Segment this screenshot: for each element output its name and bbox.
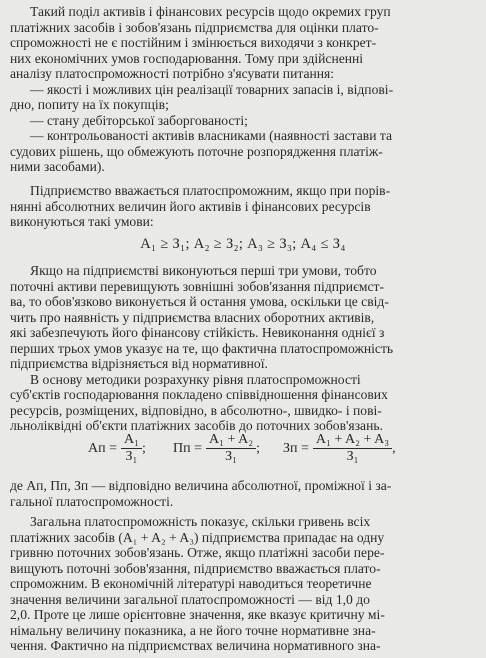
text-line: В основу методики розрахунку рівня платоспроможності [30,371,361,387]
text-line: нянні абсолютних величин його активів і фінансових ресурсів [10,198,371,214]
ratio-denominator: З₁ [346,449,359,464]
text-line: платіжних засобів (A₁ + A₂ + A₃) підприємства припадає на одну [10,529,385,545]
text-line: 2,0. Проте це лише орієнтовне значення, яке вказує критичну мі- [10,607,385,622]
formula-ratios [0,432,486,476]
text-line: ними засобами). [10,159,105,174]
ratio-label: Зп = [283,440,309,456]
paragraph-ratio-definitions [10,478,474,509]
text-line: дно, попиту на їх покупців; [10,97,169,112]
ratio-denominator: З₁ [225,449,237,464]
text-line: ресурсів, розміщених, відповідно, в абсолютно-, швидко- і пові- [10,402,382,418]
text-line: платіжних засобів і зобов'язань підприємства для оцінки плато- [10,19,379,35]
ratio-numerator: A₁ + A₂ + A₃ [313,432,392,449]
paragraph-methodology [10,263,474,434]
text-line: — стану дебіторської заборгованості; [30,112,248,128]
text-line: які забезпечують його фінансову стійкість. Невиконання однієї з [10,325,385,340]
text-line: вищують поточні зобов'язання, підприємство вважається плато- [10,560,381,576]
text-line: де Ап, Пп, Зп — відповідно величина абсолютної, проміжної і за- [10,478,392,493]
text-line: гривню поточних зобов'язань. Отже, якщо платіжні засоби пере- [10,545,385,560]
ratio-numerator: A₁ + A₂ [206,432,256,449]
paragraph-solvency-conditions [10,183,474,230]
ratio-separator: ; [142,440,146,456]
ratio-intermediate [173,432,260,465]
text-line: Такий поділ активів і фінансових ресурсів щодо окремих груп [30,4,391,19]
text-line: ва, то обов'язково виконується й остання умова, оскільки це свід- [10,294,389,309]
ratio-general [283,432,396,465]
ratio-label: Ап = [88,440,117,456]
text-line: судових рішень, що обмежують поточне розпорядження платіж- [10,143,383,159]
text-line: підприємства відрізняється від нормативної. [10,356,268,371]
text-line: виконуються такі умови: [10,214,154,229]
text-line: аналізу платоспроможності потрібно з'ясувати питання: [10,66,335,81]
text-line: льноліквідні об'єкти платіжних засобів до поточних зобов'язань. [10,418,383,433]
ratio-absolute [88,432,146,465]
paragraph-general-solvency [10,514,474,654]
text-line: чить про наявність у підприємства власних оборотних активів, [10,309,375,325]
text-line: поточні активи перевищують зовнішні зобов'язання підприємст- [10,278,385,294]
paragraph-asset-division [10,4,474,175]
text-line: Підприємство вважається платоспроможним, якщо при порів- [30,183,391,198]
formula-conditions: A₁ ≥ З₁; A₂ ≥ З₂; A₃ ≥ З₃; A₄ ≤ З₄ [140,236,346,252]
text-line: гальної платоспроможності. [10,493,174,509]
text-line: чення. Фактично на підприємствах величина нормативного зна- [10,638,381,653]
ratio-label: Пп = [173,440,202,456]
text-line: спроможності не є постійним і змінюється виходячи з конкрет- [10,35,377,50]
text-line: суб'єктів господарювання покладено співвідношення фінансових [10,387,388,402]
text-line: Якщо на підприємстві виконуються перші три умови, тобто [30,263,377,278]
text-line: Загальна платоспроможність показує, скільки гривень всіх [30,514,371,529]
text-line: — якості і можливих цін реалізації товарних запасів і, відпові- [30,81,394,97]
ratio-separator: , [392,440,396,456]
ratio-separator: ; [256,440,260,456]
ratio-denominator: З₁ [125,449,138,464]
text-line: — контрольованості активів власниками (наявності застави та [30,128,393,143]
text-line: спроможним. В економічній літературі наводиться теоретичне [10,576,372,591]
text-line: німальну величину показника, а не його точне нормативне зна- [10,622,376,638]
text-line: них економічних умов господарювання. Тому при здійсненні [10,50,364,66]
ratio-numerator: A₁ [121,432,142,449]
text-line: перших трьох умов указує на те, що фактична платоспроможність [10,340,394,356]
text-line: значення величини загальної платоспроможності — від 1,0 до [10,591,370,607]
